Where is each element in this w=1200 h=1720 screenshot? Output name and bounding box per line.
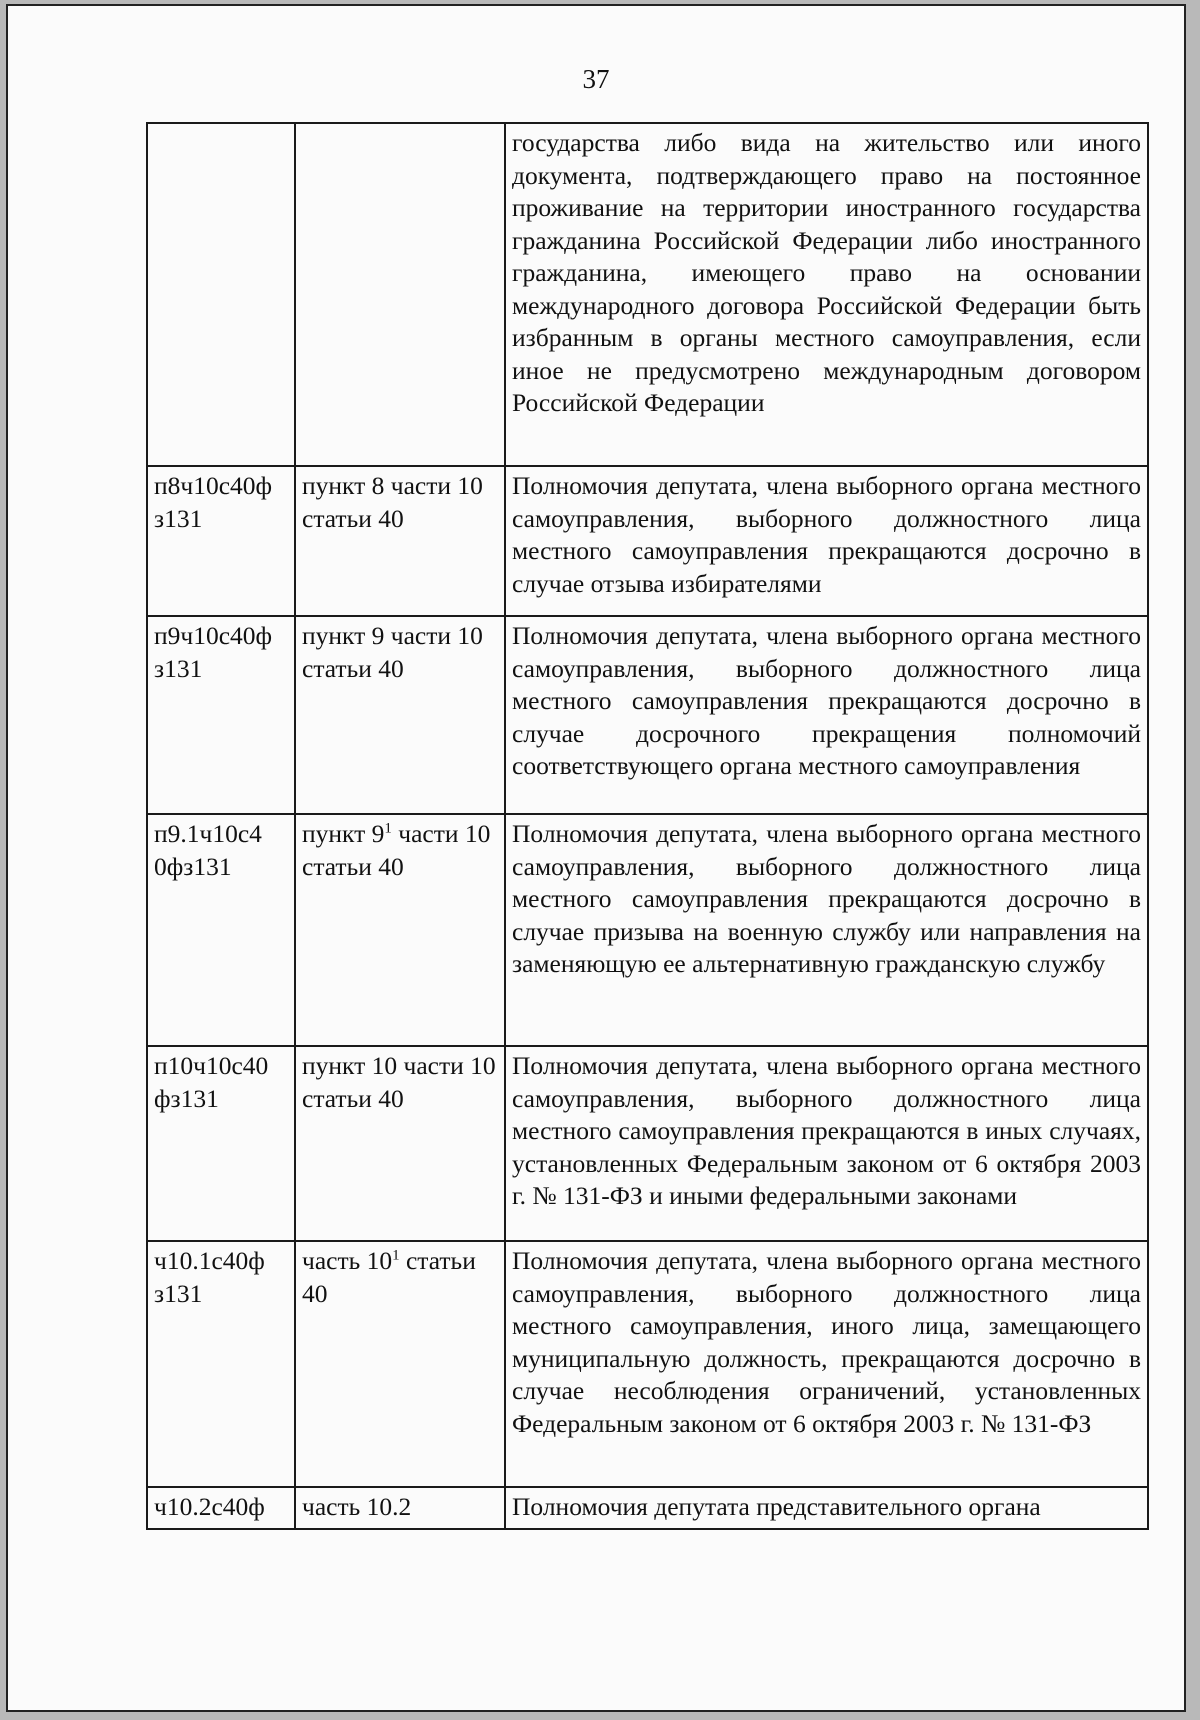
description-cell: Полномочия депутата, члена выборного органа местного самоуправления, выборного должностного лица местного самоуправления прекращаются досрочно в случае отзыва избирателями xyxy=(505,466,1148,616)
description-cell: Полномочия депутата, члена выборного органа местного самоуправления, выборного должностного лица местного самоуправления, иного лица, замещающего муниципальную должность, прекращаются досрочно в случае несоблюдения ограничений, установленных Федеральным законом от 6 октября 2003 г. № 131-ФЗ xyxy=(505,1241,1148,1487)
table-row xyxy=(147,616,1148,814)
code-cell: п9.1ч10с4 0фз131 xyxy=(147,814,295,1046)
table-row xyxy=(147,123,1148,466)
reference-text: статьи 40 xyxy=(302,1246,476,1308)
superscript: 1 xyxy=(384,820,392,837)
reference-cell xyxy=(295,123,505,466)
code-cell: ч10.1с40ф з131 xyxy=(147,1241,295,1487)
table-row xyxy=(147,466,1148,616)
reference-text: часть 10 xyxy=(302,1246,393,1275)
description-cell: Полномочия депутата, члена выборного органа местного самоуправления, выборного должностного лица местного самоуправления прекращаются в иных случаях, установленных Федеральным законом от 6 октября 2003 г. № 131-ФЗ и иными федеральными законами xyxy=(505,1046,1148,1241)
table-row xyxy=(147,1487,1148,1529)
document-page xyxy=(6,4,1186,1712)
page-number: 37 xyxy=(582,64,610,94)
description-cell: Полномочия депутата, члена выборного органа местного самоуправления, выборного должностного лица местного самоуправления прекращаются досрочно в случае досрочного прекращения полномочий соответствующего органа местного самоуправления xyxy=(505,616,1148,814)
reference-cell xyxy=(295,1241,505,1487)
table-row xyxy=(147,1241,1148,1487)
reference-cell: пункт 8 части 10 статьи 40 xyxy=(295,466,505,616)
code-cell: ч10.2с40ф xyxy=(147,1487,295,1529)
table-row xyxy=(147,1046,1148,1241)
reference-cell xyxy=(295,814,505,1046)
reference-cell: пункт 10 части 10 статьи 40 xyxy=(295,1046,505,1241)
reference-cell: пункт 9 части 10 статьи 40 xyxy=(295,616,505,814)
table-row xyxy=(147,814,1148,1046)
description-cell: государства либо вида на жительство или иного документа, подтверждающего право на постоянное проживание на территории иностранного государства гражданина Российской Федерации либо иностранного гражданина, имеющего право на основании международного договора Российской Федерации быть избранным в органы местного самоуправления, если иное не предусмотрено международным договором Российской Федерации xyxy=(505,123,1148,466)
provisions-table xyxy=(146,122,1149,1530)
code-cell: п10ч10с40 фз131 xyxy=(147,1046,295,1241)
code-cell xyxy=(147,123,295,466)
reference-cell: часть 10.2 xyxy=(295,1487,505,1529)
reference-text: пункт 9 xyxy=(302,819,385,848)
code-cell: п8ч10с40ф з131 xyxy=(147,466,295,616)
reference-text: части 10 статьи 40 xyxy=(302,819,491,881)
description-cell: Полномочия депутата, члена выборного органа местного самоуправления, выборного должностного лица местного самоуправления прекращаются досрочно в случае призыва на военную службу или направления на заменяющую ее альтернативную гражданскую службу xyxy=(505,814,1148,1046)
superscript: 1 xyxy=(392,1247,400,1264)
description-cell: Полномочия депутата представительного органа xyxy=(505,1487,1148,1529)
code-cell: п9ч10с40ф з131 xyxy=(147,616,295,814)
